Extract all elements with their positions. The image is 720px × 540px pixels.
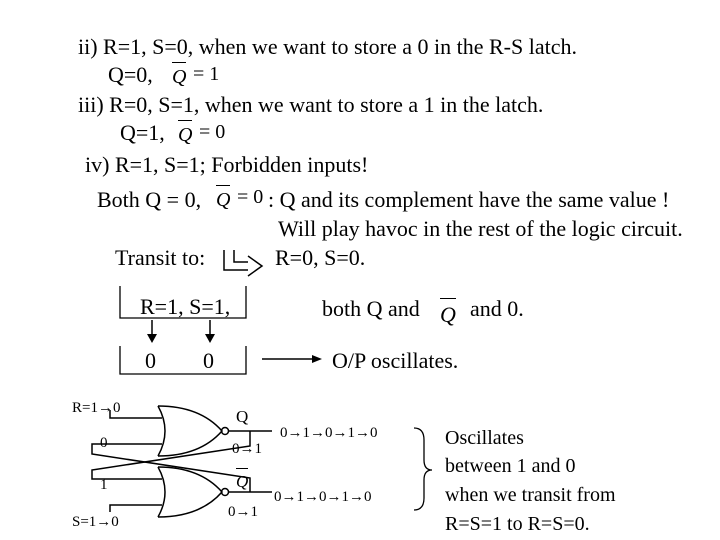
transit-step-icon bbox=[224, 250, 262, 276]
nor-gate-top-body bbox=[158, 406, 222, 456]
nor-gate-bottom-back bbox=[158, 467, 165, 517]
box-left-output: 0 bbox=[145, 348, 156, 373]
case-iii-q: Q=1, bbox=[120, 120, 165, 145]
both-note-line1: : Q and its complement have the same value ! bbox=[268, 187, 670, 212]
box-label: R=1, S=1, bbox=[140, 294, 231, 319]
qbar-label: Q bbox=[236, 472, 248, 492]
right-note-qbar: Q bbox=[440, 302, 456, 328]
case-ii-q: Q=0, bbox=[108, 62, 153, 87]
arrow-left-head bbox=[147, 334, 157, 343]
op-oscillates: O/P oscillates. bbox=[332, 348, 459, 373]
q-label: Q bbox=[236, 407, 249, 426]
nor-gate-top-back bbox=[158, 406, 165, 456]
both-note-line2: Will play havoc in the rest of the logic circuit. bbox=[278, 216, 683, 241]
oscillate-arrow-head bbox=[312, 355, 322, 363]
transit-label: Transit to: bbox=[115, 245, 206, 270]
s-input-wire bbox=[110, 505, 162, 512]
box-right-output: 0 bbox=[203, 348, 214, 373]
case-iii-text: iii) R=0, S=1, when we want to store a 1 in the latch. bbox=[78, 92, 544, 117]
both-q-text: Both Q = 0, bbox=[97, 187, 202, 212]
case-iii-qbar-symbol: Q bbox=[178, 124, 192, 147]
case-ii-qbar-value: = 1 bbox=[193, 63, 220, 85]
both-qbar-symbol: Q bbox=[216, 189, 230, 212]
q-oscillation-sequence: 0→1→0→1→0 bbox=[280, 425, 378, 441]
oscillation-note-line1: Oscillates bbox=[445, 427, 524, 449]
case-iv-text: iv) R=1, S=1; Forbidden inputs! bbox=[85, 152, 369, 177]
case-ii-qbar-symbol: Q bbox=[172, 66, 186, 89]
bottom-gate-input-value: 1 bbox=[100, 477, 108, 493]
qbar-oscillation-sequence: 0→1→0→1→0 bbox=[274, 489, 372, 505]
nor-gate-bottom-body bbox=[158, 467, 222, 517]
arrow-right-head bbox=[205, 334, 215, 343]
q-transition: 0→1 bbox=[232, 441, 262, 457]
output-box bbox=[120, 346, 246, 374]
both-qbar-value: = 0 bbox=[237, 186, 264, 208]
oscillation-note-line3: when we transit from bbox=[445, 484, 616, 506]
s-transition-label: S=1→0 bbox=[72, 514, 119, 530]
case-ii-text: ii) R=1, S=0, when we want to store a 0 in the R-S latch. bbox=[78, 34, 577, 59]
brace bbox=[414, 428, 432, 510]
and-zero-text: and 0. bbox=[470, 296, 524, 321]
qbar-transition: 0→1 bbox=[228, 504, 258, 520]
oscillation-note-line2: between 1 and 0 bbox=[445, 455, 576, 477]
transit-value: R=0, S=0. bbox=[275, 245, 366, 270]
top-gate-input-value: 0 bbox=[100, 435, 108, 451]
oscillation-note-line4: R=S=1 to R=S=0. bbox=[445, 513, 590, 535]
both-q-and-text: both Q and bbox=[322, 296, 420, 321]
r-transition-label: R=1→0 bbox=[72, 400, 121, 416]
case-iii-qbar-value: = 0 bbox=[199, 121, 226, 143]
